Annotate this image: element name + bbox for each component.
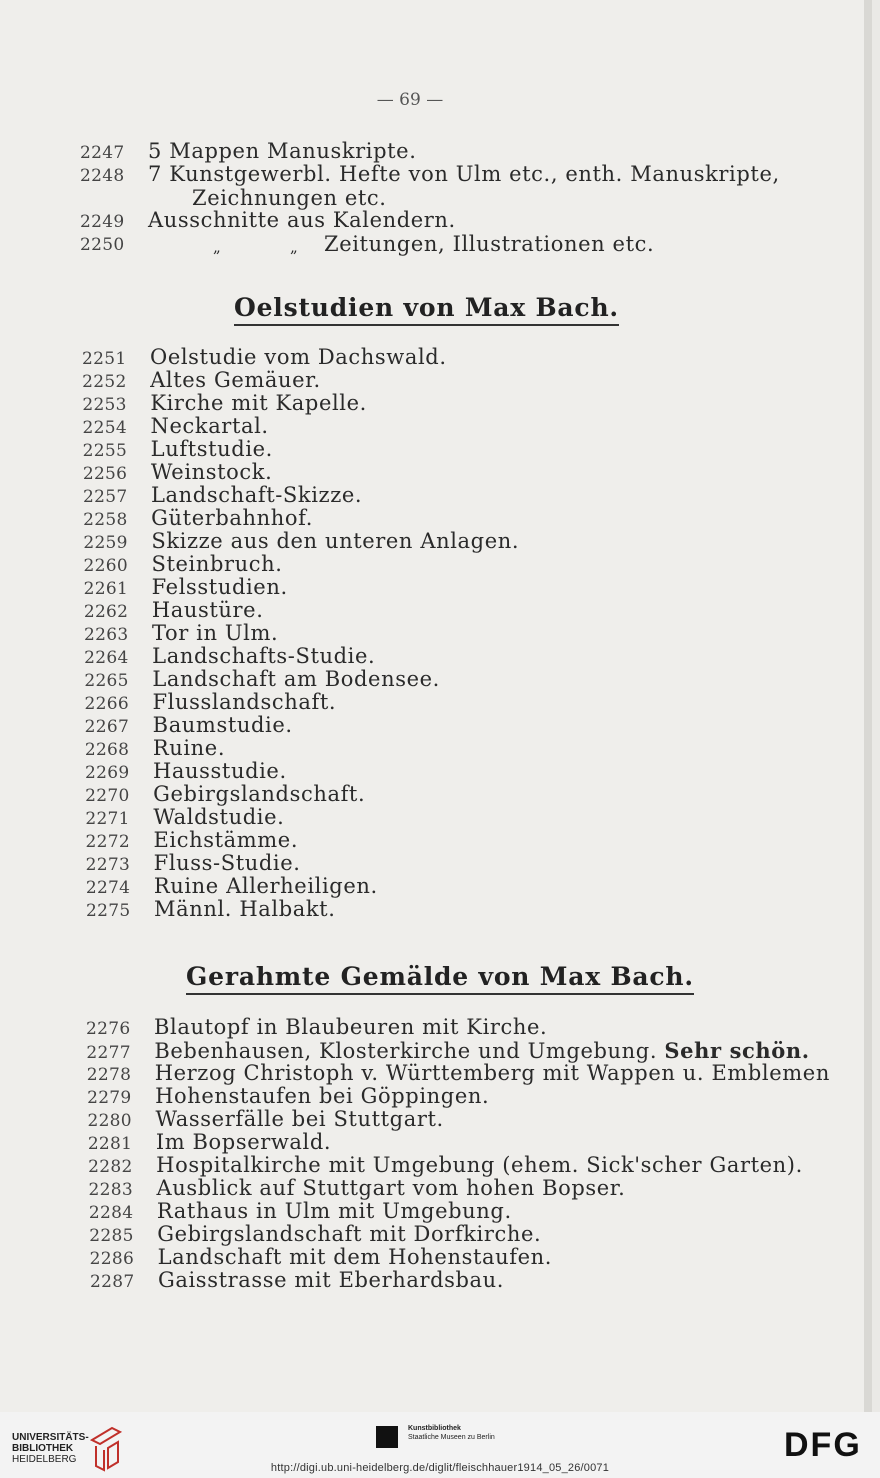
item-number: 2247	[80, 143, 125, 163]
item-number: 2271	[85, 809, 130, 829]
item-text: Oelstudie vom Dachswald.	[150, 345, 447, 369]
source-url[interactable]: http://digi.ub.uni-heidelberg.de/diglit/fleischhauer1914_05_26/0071	[270, 1462, 610, 1474]
item-text: Ruine Allerheiligen.	[153, 874, 378, 898]
dfg-logo: DFG	[784, 1426, 862, 1464]
item-text: Landschaft am Bodensee.	[152, 667, 440, 691]
item-number: 2251	[82, 349, 127, 369]
item-number: 2261	[83, 579, 129, 599]
item-number: 2250	[80, 235, 125, 255]
item-text: Kirche mit Kapelle.	[150, 391, 367, 415]
item-number: 2281	[87, 1134, 133, 1154]
item-number: 2260	[83, 556, 128, 576]
item-text: Fluss-Studie.	[153, 851, 301, 875]
item-text: Eichstämme.	[153, 828, 299, 852]
list-item	[80, 232, 148, 257]
item-number: 2263	[84, 625, 129, 645]
item-text: Rathaus in Ulm mit Umgebung.	[156, 1199, 512, 1223]
ditto-mark: „	[290, 238, 298, 256]
item-text: Altes Gemäuer.	[150, 368, 321, 392]
item-number: 2249	[80, 212, 125, 232]
item-number: 2258	[83, 510, 128, 530]
item-text: Zeitungen, Illustrationen etc.	[324, 232, 655, 256]
item-number: 2286	[89, 1249, 135, 1269]
item-text: Blautopf in Blaubeuren mit Kirche.	[154, 1015, 548, 1039]
item-text: Hohenstaufen bei Göppingen.	[155, 1084, 490, 1108]
item-text: Hospitalkirche mit Umgebung (ehem. Sick'scher Garten).	[156, 1153, 803, 1177]
item-number: 2270	[85, 786, 130, 806]
item-text: Herzog Christoph v. Württemberg mit Wappen u. Emblemen	[154, 1061, 830, 1085]
item-number: 2277	[86, 1043, 131, 1063]
item-text: Tor in Ulm.	[152, 621, 279, 645]
item-text: Ruine.	[152, 736, 226, 760]
section-heading	[234, 293, 619, 322]
item-text: Wasserfälle bei Stuttgart.	[155, 1107, 444, 1131]
item-number: 2287	[90, 1272, 135, 1292]
item-number: 2266	[84, 694, 129, 714]
item-number: 2273	[85, 855, 131, 875]
item-text: 7 Kunstgewerbl. Hefte von Ulm etc., enth. Manuskripte,	[148, 162, 780, 186]
item-text: Ausschnitte aus Kalendern.	[148, 208, 456, 232]
item-number: 2278	[86, 1065, 132, 1085]
kunstbibliothek-logo-icon	[376, 1426, 398, 1448]
item-text: Gaisstrasse mit Eberhardsbau.	[158, 1268, 505, 1292]
item-number: 2264	[84, 648, 129, 668]
list-item	[80, 163, 780, 188]
item-text: Männl. Halbakt.	[154, 897, 336, 921]
kb-line: Staatliche Museen zu Berlin	[408, 1434, 495, 1441]
item-number: 2269	[85, 763, 130, 783]
item-text: Gebirgslandschaft mit Dorfkirche.	[157, 1222, 542, 1246]
kunstbibliothek-label	[408, 1424, 495, 1442]
item-number: 2253	[82, 395, 127, 415]
ub-line: UNIVERSITÄTS-	[12, 1432, 89, 1443]
list-item	[83, 530, 519, 555]
item-number: 2284	[88, 1203, 134, 1223]
kb-line: Kunstbibliothek	[408, 1425, 461, 1432]
item-text: Steinbruch.	[151, 552, 283, 576]
item-number: 2259	[83, 533, 128, 553]
item-text: Waldstudie.	[153, 805, 285, 829]
item-text: Baumstudie.	[152, 713, 293, 737]
page-edge	[864, 0, 872, 1412]
item-text: Ausblick auf Stuttgart vom hohen Bopser.	[156, 1176, 626, 1200]
ub-line: HEIDELBERG	[12, 1454, 77, 1465]
item-number: 2276	[86, 1019, 131, 1039]
item-number: 2280	[87, 1111, 132, 1131]
item-number: 2267	[84, 717, 130, 737]
item-emphasis: Sehr schön.	[664, 1038, 810, 1063]
item-text: Luftstudie.	[150, 437, 273, 461]
item-number: 2274	[85, 878, 131, 898]
list-item	[86, 898, 336, 923]
item-text: Im Bopserwald.	[155, 1130, 332, 1154]
item-number: 2275	[86, 901, 131, 921]
ditto-mark: „	[213, 238, 221, 256]
section-heading	[186, 962, 694, 991]
item-number: 2248	[80, 166, 125, 186]
list-item	[90, 1269, 504, 1294]
item-number: 2252	[82, 372, 127, 392]
item-number: 2262	[83, 602, 129, 622]
item-text: Skizze aus den unteren Anlagen.	[151, 529, 520, 553]
section-heading-text: Gerahmte Gemälde von Max Bach.	[186, 962, 694, 995]
ub-heidelberg-label	[12, 1432, 89, 1465]
item-number: 2279	[87, 1088, 132, 1108]
item-number: 2256	[82, 464, 128, 484]
item-text: Flusslandschaft.	[152, 690, 337, 714]
item-number: 2257	[83, 487, 128, 507]
item-text: Felsstudien.	[151, 575, 288, 599]
item-number: 2255	[82, 441, 128, 461]
page-number: — 69 —	[376, 90, 444, 110]
item-text: 5 Mappen Manuskripte.	[148, 139, 417, 163]
list-item	[86, 1016, 547, 1041]
item-text: Gebirgslandschaft.	[153, 782, 366, 806]
ub-line: BIBLIOTHEK	[12, 1443, 74, 1454]
item-text: Güterbahnhof.	[151, 506, 314, 530]
item-text: Landschafts-Studie.	[152, 644, 376, 668]
section-heading-text: Oelstudien von Max Bach.	[234, 293, 619, 326]
footer	[0, 1412, 880, 1478]
item-text: Bebenhausen, Klosterkirche und Umgebung.	[154, 1039, 658, 1063]
list-item	[80, 209, 456, 234]
item-text: Neckartal.	[150, 414, 269, 438]
item-text: Hausstudie.	[153, 759, 287, 783]
item-number: 2282	[88, 1157, 133, 1177]
item-number: 2285	[89, 1226, 134, 1246]
item-text-continuation: Zeichnungen etc.	[192, 186, 387, 210]
item-number: 2265	[84, 671, 129, 691]
item-number: 2283	[88, 1180, 133, 1200]
item-number: 2254	[82, 418, 127, 438]
item-text: Landschaft-Skizze.	[151, 483, 363, 507]
item-text: Haustüre.	[151, 598, 264, 622]
item-number: 2268	[84, 740, 130, 760]
item-text: Weinstock.	[150, 460, 273, 484]
item-text: Landschaft mit dem Hohenstaufen.	[157, 1245, 553, 1269]
item-number: 2272	[85, 832, 130, 852]
